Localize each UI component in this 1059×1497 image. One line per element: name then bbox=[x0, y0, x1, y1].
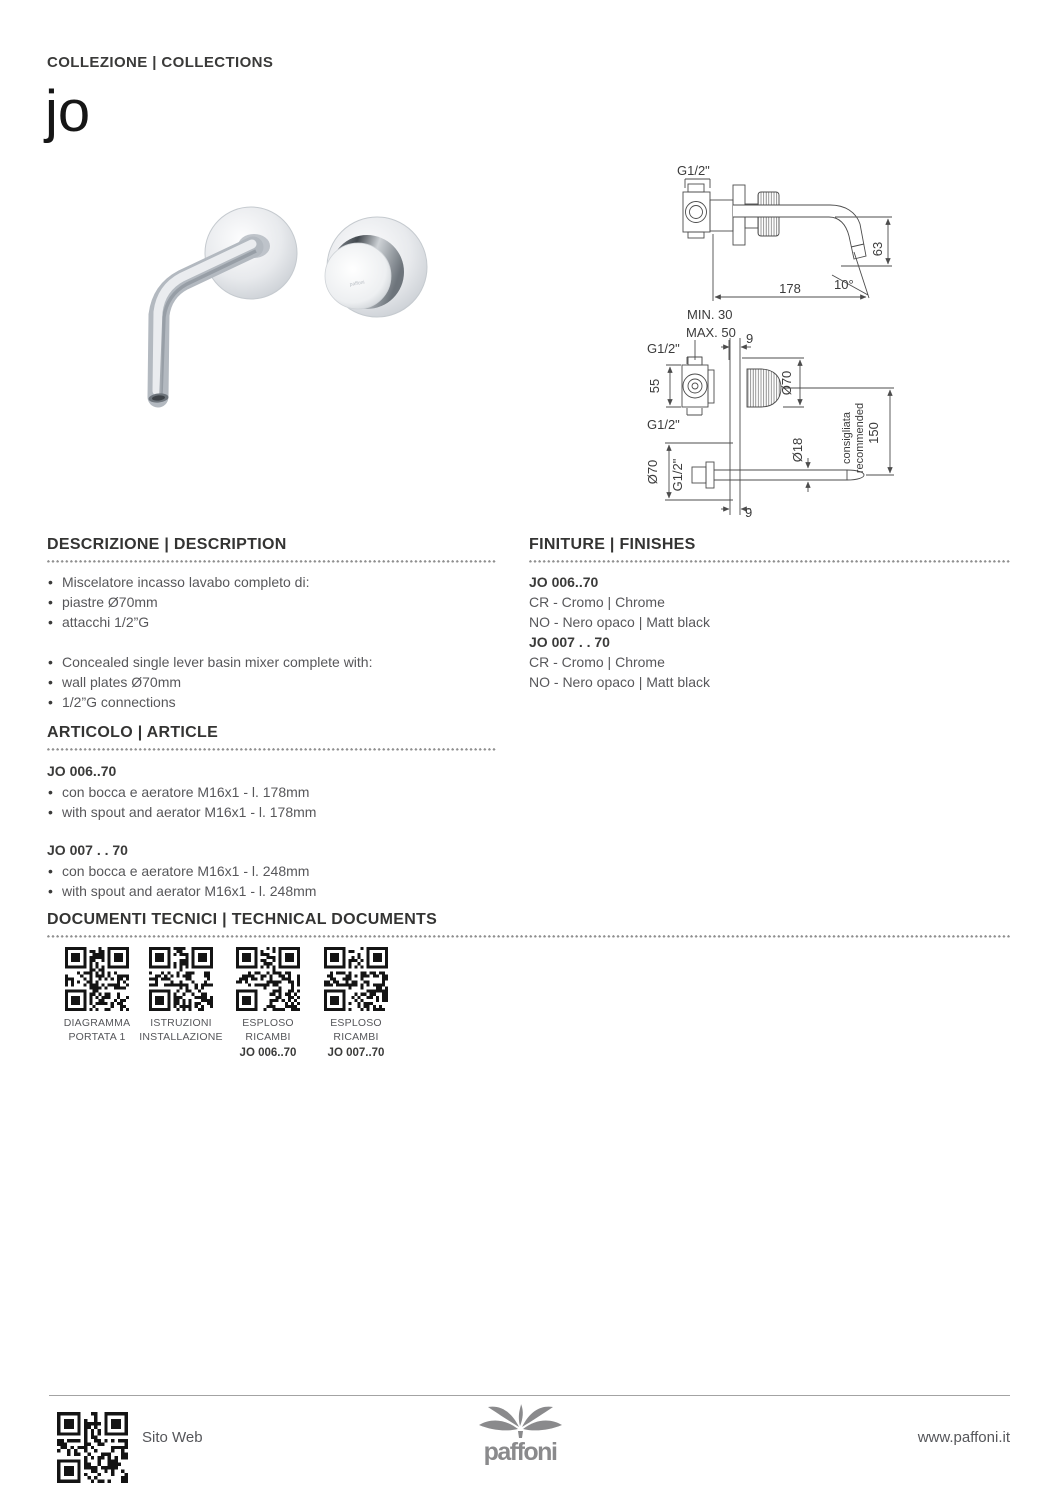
dotted-rule bbox=[47, 560, 497, 563]
finish-article-code: JO 006..70 bbox=[529, 574, 599, 590]
doc-label: ISTRUZIONI INSTALLAZIONE bbox=[139, 1017, 223, 1043]
dim-note-it: consigliata bbox=[841, 412, 853, 464]
collection-title: jo bbox=[45, 79, 91, 144]
sito-web-label: Sito Web bbox=[142, 1429, 203, 1446]
dim-angle-10: 10° bbox=[834, 277, 854, 292]
doc-label: ESPLOSO RICAMBI bbox=[242, 1017, 294, 1043]
article-code: JO 007 . . 70 bbox=[47, 842, 128, 858]
dim-plate-offset-top: 9 bbox=[746, 331, 754, 346]
article-title: ARTICOLO | ARTICLE bbox=[47, 724, 219, 741]
qr-code-flow-diagram bbox=[65, 947, 129, 1011]
dim-plate-diameter-70: Ø70 bbox=[779, 370, 794, 396]
qr-code-website bbox=[57, 1412, 128, 1483]
dim-max-depth: MAX. 50 bbox=[686, 325, 736, 340]
paffoni-logo bbox=[477, 1404, 565, 1468]
dim-length-178: 178 bbox=[779, 281, 801, 296]
finish-option: CR - Cromo | Chrome bbox=[529, 594, 665, 610]
dim-body-height-55: 55 bbox=[647, 378, 662, 394]
footer-divider bbox=[49, 1395, 1010, 1396]
mixer-handle bbox=[325, 217, 427, 317]
description-item: • Concealed single lever basin mixer complete with: bbox=[47, 652, 497, 672]
article-group bbox=[47, 839, 497, 901]
dim-note-en: recommended bbox=[854, 402, 866, 474]
finishes-section bbox=[529, 536, 1010, 692]
article-item: • with spout and aerator M16x1 - l. 178mm bbox=[47, 802, 497, 822]
description-section bbox=[47, 536, 497, 712]
finish-option: NO - Nero opaco | Matt black bbox=[529, 674, 711, 690]
dotted-rule bbox=[47, 748, 497, 751]
dim-thread-front-top: G1/2" bbox=[647, 341, 680, 356]
article-item: • con bocca e aeratore M16x1 - l. 178mm bbox=[47, 782, 497, 802]
footer-qr-wrap bbox=[57, 1412, 128, 1483]
logo-palm-icon bbox=[479, 1404, 562, 1438]
documents-title: DOCUMENTI TECNICI | TECHNICAL DOCUMENTS bbox=[47, 911, 438, 928]
dim-plate-offset-bottom: 9 bbox=[745, 505, 753, 520]
dim-height-63: 63 bbox=[870, 241, 885, 257]
qr-code-spares-007 bbox=[324, 947, 388, 1011]
article-item: • with spout and aerator M16x1 - l. 248mm bbox=[47, 881, 497, 901]
qr-code-installation bbox=[149, 947, 213, 1011]
description-item: • Miscelatore incasso lavabo completo di: bbox=[47, 572, 497, 592]
doc-label: ESPLOSO RICAMBI bbox=[330, 1017, 382, 1043]
dim-tube-diameter-18: Ø18 bbox=[790, 437, 805, 463]
dotted-rule bbox=[47, 935, 1010, 938]
doc-article-code: JO 006..70 bbox=[239, 1047, 297, 1059]
article-item: • con bocca e aeratore M16x1 - l. 248mm bbox=[47, 861, 497, 881]
article-group bbox=[47, 760, 497, 822]
product-photo bbox=[110, 185, 490, 480]
logo-wordmark: paffoni bbox=[483, 1438, 557, 1466]
article-code: JO 006..70 bbox=[47, 763, 117, 779]
finishes-title: FINITURE | FINISHES bbox=[529, 536, 696, 553]
svg-text:paffoni: paffoni bbox=[349, 279, 366, 288]
dim-spout-plate-diameter-70: Ø70 bbox=[645, 459, 660, 485]
description-item: • piastre Ø70mm bbox=[47, 592, 497, 612]
description-title: DESCRIZIONE | DESCRIPTION bbox=[47, 536, 287, 553]
doc-label: DIAGRAMMA PORTATA 1 bbox=[63, 1017, 131, 1043]
dim-spout-thread: G1/2" bbox=[670, 458, 685, 492]
finish-article-code: JO 007 . . 70 bbox=[529, 634, 610, 650]
description-item: • 1/2”G connections bbox=[47, 692, 497, 712]
article-section bbox=[47, 724, 497, 901]
website-link[interactable]: www.paffoni.it bbox=[917, 1429, 1010, 1446]
dim-thread-side: G1/2" bbox=[677, 163, 710, 178]
finish-option: NO - Nero opaco | Matt black bbox=[529, 614, 711, 630]
doc-article-code: JO 007..70 bbox=[327, 1047, 385, 1059]
technical-drawing bbox=[633, 148, 1053, 533]
documents-section bbox=[47, 911, 1010, 1061]
qr-code-spares-006 bbox=[236, 947, 300, 1011]
drawing-spout-view bbox=[665, 443, 864, 509]
dim-min-depth: MIN. 30 bbox=[687, 307, 733, 322]
finish-option: CR - Cromo | Chrome bbox=[529, 654, 665, 670]
dim-thread-front-bottom: G1/2" bbox=[647, 417, 680, 432]
description-item: • attacchi 1/2”G bbox=[47, 612, 497, 632]
dotted-rule bbox=[529, 560, 1010, 563]
description-item: • wall plates Ø70mm bbox=[47, 672, 497, 692]
collection-label: COLLEZIONE | COLLECTIONS bbox=[47, 54, 274, 71]
dim-distance-150: 150 bbox=[866, 422, 881, 444]
doc-item-spares-007 bbox=[300, 947, 412, 1059]
